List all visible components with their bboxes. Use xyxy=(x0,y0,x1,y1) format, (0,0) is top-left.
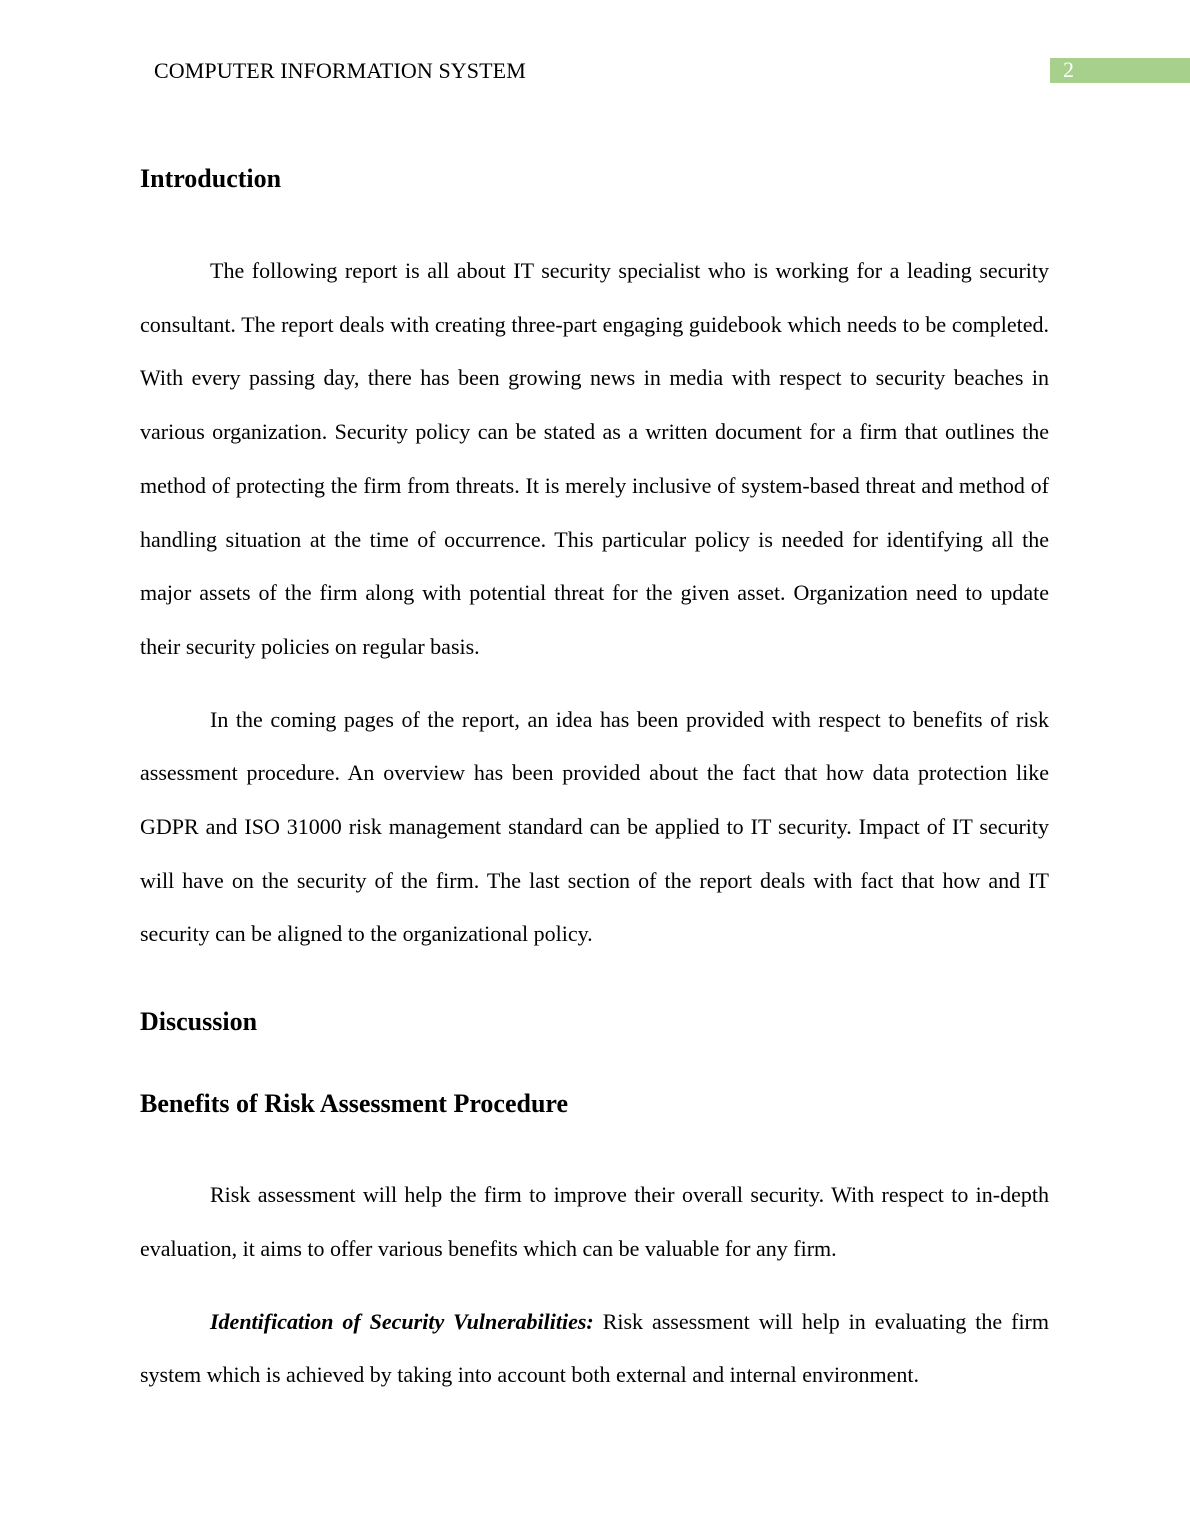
benefits-paragraph-1: Risk assessment will help the firm to improve their overall security. With respect to in-depth evaluation, it aims to offer various benefits which can be valuable for any firm. xyxy=(140,1182,1049,1261)
page-number-bar xyxy=(1050,58,1190,83)
running-head: COMPUTER INFORMATION SYSTEM xyxy=(154,58,526,83)
document-body xyxy=(140,160,1049,1402)
vulnerabilities-run-in-heading: Identification of Security Vulnerabilities: xyxy=(210,1308,594,1334)
introduction-heading: Introduction xyxy=(140,164,282,193)
benefits-heading: Benefits of Risk Assessment Procedure xyxy=(140,1089,569,1119)
introduction-paragraph-1: The following report is all about IT security specialist who is working for a leading security consultant. The report deals with creating three-part engaging guidebook which needs to be completed. With every passing day, there has been growing news in media with respect to security beaches in various organization. Security policy can be stated as a written document for a firm that outlines the method of protecting the firm from threats. It is merely inclusive of system-based threat and method of handling situation at the time of occurrence. This particular policy is needed for identifying all the major assets of the firm along with potential threat for the given asset. Organization need to update their security policies on regular basis. xyxy=(140,258,1049,659)
introduction-paragraph-2: In the coming pages of the report, an idea has been provided with respect to benefits of risk assessment procedure. An overview has been provided about the fact that how data protection like GDPR and ISO 31000 risk management standard can be applied to IT security. Impact of IT security will have on the security of the firm. The last section of the report deals with fact that how and IT security can be aligned to the organizational policy. xyxy=(140,706,1049,947)
vulnerabilities-paragraph-text: Risk assessment will help in evaluating the firm system which is achieved by taking into account both external and internal environment. xyxy=(140,1308,1049,1388)
benefits-paragraph-2 xyxy=(140,1295,1049,1402)
discussion-heading: Discussion xyxy=(140,1007,258,1037)
page-number: 2 xyxy=(1063,57,1074,82)
